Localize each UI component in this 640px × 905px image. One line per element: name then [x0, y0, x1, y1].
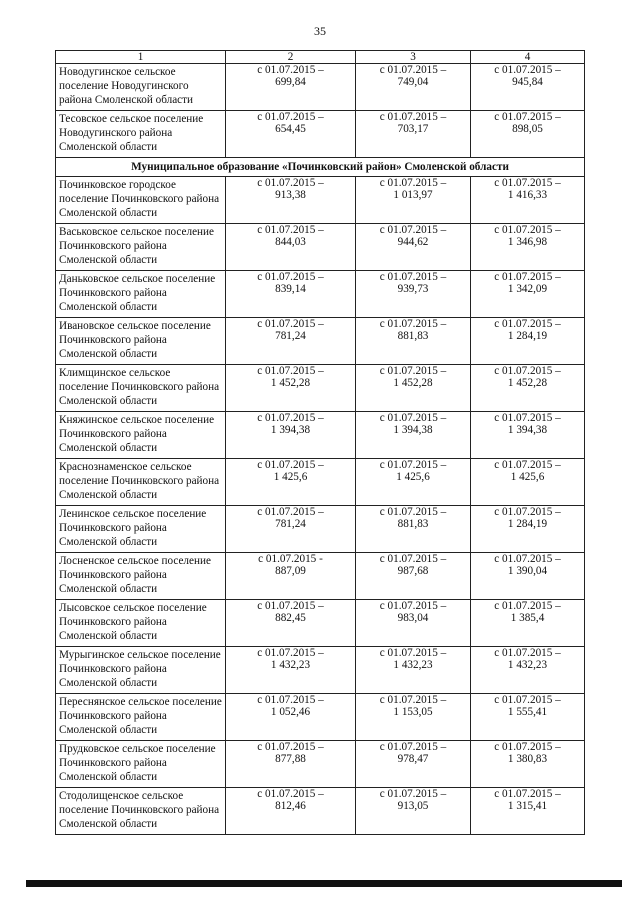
tariff-value: 812,46	[275, 799, 306, 812]
settlement-name: Переснянское сельское поселение Починковского района Смоленской области	[56, 694, 226, 741]
tariff-value: 1 452,28	[507, 376, 548, 389]
tariff-cell	[226, 741, 356, 788]
tariff-value: 839,14	[275, 282, 306, 295]
tariff-cell	[471, 177, 585, 224]
tariff-date: с 01.07.2015 –	[494, 506, 561, 518]
tariff-date: с 01.07.2015 –	[494, 412, 561, 424]
tariff-cell	[356, 224, 471, 271]
tariff-cell	[471, 412, 585, 459]
tariff-cell	[356, 741, 471, 788]
tariff-date: с 01.07.2015 –	[494, 318, 561, 330]
tariff-value: 1 342,09	[507, 282, 548, 295]
tariff-date: с 01.07.2015 -	[258, 553, 323, 565]
table-row	[56, 553, 585, 600]
table-row	[56, 741, 585, 788]
tariff-cell	[471, 224, 585, 271]
tariff-value: 1 385,4	[510, 611, 545, 624]
tariff-cell	[471, 111, 585, 158]
tariff-date: с 01.07.2015 –	[494, 647, 561, 659]
tariff-value: 887,09	[275, 564, 306, 577]
tariff-cell	[356, 459, 471, 506]
table-row	[56, 506, 585, 553]
tariff-cell	[226, 788, 356, 835]
tariff-cell	[226, 600, 356, 647]
header-row	[56, 51, 585, 64]
tariff-cell	[471, 459, 585, 506]
tariff-date: с 01.07.2015 –	[379, 64, 447, 76]
tariff-cell	[226, 694, 356, 741]
tariff-date: с 01.07.2015 –	[257, 694, 324, 706]
table-header	[56, 51, 585, 64]
settlement-name: Тесовское сельское поселение Новодугинского района Смоленской области	[56, 111, 226, 158]
tariff-value: 781,24	[275, 329, 306, 342]
tariff-value: 944,62	[397, 235, 429, 248]
tariff-date: с 01.07.2015 –	[379, 788, 447, 800]
column-header: 2	[226, 51, 356, 64]
settlement-name: Лосненское сельское поселение Починковского района Смоленской области	[56, 553, 226, 600]
tariff-date: с 01.07.2015 –	[379, 741, 447, 753]
tariff-date: с 01.07.2015 –	[257, 788, 324, 800]
tariff-value: 1 390,04	[507, 564, 548, 577]
table-body	[56, 64, 585, 835]
tariff-cell	[226, 111, 356, 158]
tariff-cell	[471, 365, 585, 412]
page-number: 35	[314, 24, 326, 38]
tariff-value: 945,84	[512, 75, 543, 88]
tariff-date: с 01.07.2015 –	[494, 741, 561, 753]
settlement-name: Ивановское сельское поселение Починковского района Смоленской области	[56, 318, 226, 365]
tariff-value: 898,05	[512, 122, 543, 135]
tariff-date: с 01.07.2015 –	[379, 224, 447, 236]
tariff-date: с 01.07.2015 –	[379, 177, 447, 189]
tariff-date: с 01.07.2015 –	[494, 365, 561, 377]
tariff-date: с 01.07.2015 –	[257, 318, 324, 330]
tariff-value: 1 432,23	[507, 658, 548, 671]
tariff-cell	[226, 459, 356, 506]
table-row	[56, 365, 585, 412]
tariff-date: с 01.07.2015 –	[494, 694, 561, 706]
column-header: 1	[56, 51, 226, 64]
tariff-date: с 01.07.2015 –	[257, 177, 324, 189]
table-row	[56, 271, 585, 318]
tariff-cell	[471, 318, 585, 365]
tariff-cell	[471, 741, 585, 788]
tariff-value: 1 315,41	[507, 799, 548, 812]
tariff-cell	[471, 694, 585, 741]
tariff-value: 881,83	[397, 329, 429, 342]
tariff-date: с 01.07.2015 –	[494, 64, 561, 76]
tariff-date: с 01.07.2015 –	[257, 506, 324, 518]
tariff-cell	[356, 365, 471, 412]
tariff-date: с 01.07.2015 –	[379, 600, 447, 612]
tariff-date: с 01.07.2015 –	[257, 600, 324, 612]
table-row	[56, 224, 585, 271]
table-row	[56, 459, 585, 506]
tariff-date: с 01.07.2015 –	[379, 506, 447, 518]
tariff-date: с 01.07.2015 –	[257, 111, 324, 123]
table-row	[56, 647, 585, 694]
tariff-value: 939,73	[397, 282, 429, 295]
tariff-value: 1 013,97	[393, 188, 433, 201]
tariff-date: с 01.07.2015 –	[257, 365, 324, 377]
tariff-cell	[471, 64, 585, 111]
tariff-table	[55, 50, 585, 835]
tariff-date: с 01.07.2015 –	[379, 412, 447, 424]
tariff-cell	[356, 788, 471, 835]
tariff-cell	[471, 788, 585, 835]
section-row	[56, 158, 585, 177]
tariff-value: 987,68	[397, 564, 429, 577]
table-row	[56, 600, 585, 647]
settlement-name: Климщинское сельское поселение Починковского района Смоленской области	[56, 365, 226, 412]
tariff-value: 1 284,19	[507, 517, 548, 530]
settlement-name: Княжинское сельское поселение Починковского района Смоленской области	[56, 412, 226, 459]
tariff-cell	[356, 600, 471, 647]
tariff-cell	[226, 177, 356, 224]
tariff-cell	[226, 224, 356, 271]
tariff-cell	[356, 412, 471, 459]
table-row	[56, 111, 585, 158]
tariff-cell	[356, 506, 471, 553]
tariff-date: с 01.07.2015 –	[494, 553, 561, 565]
tariff-value: 1 153,05	[393, 705, 433, 718]
tariff-date: с 01.07.2015 –	[379, 365, 447, 377]
tariff-value: 1 425,6	[396, 470, 430, 483]
tariff-cell	[226, 318, 356, 365]
tariff-cell	[471, 647, 585, 694]
settlement-name: Даньковское сельское поселение Починковского района Смоленской области	[56, 271, 226, 318]
tariff-value: 1 425,6	[273, 470, 308, 483]
tariff-cell	[226, 412, 356, 459]
tariff-date: с 01.07.2015 –	[257, 647, 324, 659]
tariff-cell	[356, 647, 471, 694]
tariff-value: 913,38	[275, 188, 306, 201]
table-row	[56, 412, 585, 459]
tariff-cell	[471, 553, 585, 600]
tariff-value: 1 346,98	[507, 235, 548, 248]
table-row	[56, 318, 585, 365]
table-row	[56, 694, 585, 741]
tariff-value: 654,45	[275, 122, 306, 135]
tariff-cell	[356, 553, 471, 600]
settlement-name: Краснознаменское сельское поселение Починковского района Смоленской области	[56, 459, 226, 506]
tariff-date: с 01.07.2015 –	[379, 459, 447, 471]
tariff-cell	[471, 506, 585, 553]
tariff-value: 844,03	[275, 235, 306, 248]
tariff-cell	[356, 694, 471, 741]
tariff-value: 1 052,46	[270, 705, 311, 718]
tariff-value: 877,88	[275, 752, 306, 765]
tariff-date: с 01.07.2015 –	[257, 741, 324, 753]
tariff-cell	[471, 271, 585, 318]
tariff-cell	[226, 506, 356, 553]
tariff-date: с 01.07.2015 –	[257, 224, 324, 236]
settlement-name: Новодугинское сельское поселение Новодугинского района Смоленской области	[56, 64, 226, 111]
column-header: 3	[356, 51, 471, 64]
tariff-date: с 01.07.2015 –	[494, 111, 561, 123]
tariff-cell	[356, 111, 471, 158]
tariff-date: с 01.07.2015 –	[257, 412, 324, 424]
tariff-cell	[471, 600, 585, 647]
tariff-date: с 01.07.2015 –	[494, 459, 561, 471]
tariff-value: 1 284,19	[507, 329, 548, 342]
tariff-date: с 01.07.2015 –	[257, 459, 324, 471]
tariff-date: с 01.07.2015 –	[379, 553, 447, 565]
tariff-value: 699,84	[275, 75, 306, 88]
bottom-border-rule	[26, 880, 622, 887]
settlement-name: Лысовское сельское поселение Починковского района Смоленской области	[56, 600, 226, 647]
tariff-date: с 01.07.2015 –	[494, 271, 561, 283]
tariff-cell	[356, 271, 471, 318]
tariff-date: с 01.07.2015 –	[257, 64, 324, 76]
tariff-value: 881,83	[397, 517, 429, 530]
settlement-name: Ленинское сельское поселение Починковского района Смоленской области	[56, 506, 226, 553]
settlement-name: Прудковское сельское поселение Починковского района Смоленской области	[56, 741, 226, 788]
tariff-value: 1 380,83	[507, 752, 548, 765]
tariff-date: с 01.07.2015 –	[494, 177, 561, 189]
column-header: 4	[471, 51, 585, 64]
table-row	[56, 788, 585, 835]
tariff-value: 1 432,23	[270, 658, 311, 671]
tariff-value: 882,45	[275, 611, 306, 624]
settlement-name: Васьковское сельское поселение Починковского района Смоленской области	[56, 224, 226, 271]
tariff-cell	[356, 177, 471, 224]
tariff-value: 1 432,23	[393, 658, 433, 671]
tariff-value: 1 394,38	[270, 423, 311, 436]
tariff-date: с 01.07.2015 –	[494, 224, 561, 236]
tariff-value: 703,17	[397, 122, 429, 135]
tariff-value: 1 452,28	[270, 376, 311, 389]
tariff-value: 1 425,6	[510, 470, 545, 483]
tariff-value: 1 394,38	[393, 423, 433, 436]
tariff-date: с 01.07.2015 –	[379, 111, 447, 123]
table-row	[56, 177, 585, 224]
tariff-cell	[226, 365, 356, 412]
tariff-cell	[356, 64, 471, 111]
section-title: Муниципальное образование «Починковский район» Смоленской области	[56, 158, 585, 177]
tariff-value: 749,04	[397, 75, 429, 88]
tariff-cell	[226, 553, 356, 600]
tariff-date: с 01.07.2015 –	[379, 318, 447, 330]
settlement-name: Починковское городское поселение Починковского района Смоленской области	[56, 177, 226, 224]
tariff-date: с 01.07.2015 –	[494, 600, 561, 612]
tariff-value: 1 394,38	[507, 423, 548, 436]
tariff-value: 1 555,41	[507, 705, 548, 718]
settlement-name: Мурыгинское сельское поселение Починковского района Смоленской области	[56, 647, 226, 694]
tariff-value: 978,47	[397, 752, 429, 765]
settlement-name: Стодолищенское сельское поселение Починковского района Смоленской области	[56, 788, 226, 835]
tariff-cell	[226, 64, 356, 111]
tariff-date: с 01.07.2015 –	[257, 271, 324, 283]
tariff-date: с 01.07.2015 –	[494, 788, 561, 800]
tariff-date: с 01.07.2015 –	[379, 694, 447, 706]
tariff-value: 1 452,28	[393, 376, 433, 389]
tariff-date: с 01.07.2015 –	[379, 271, 447, 283]
tariff-cell	[356, 318, 471, 365]
table-row	[56, 64, 585, 111]
tariff-date: с 01.07.2015 –	[379, 647, 447, 659]
tariff-cell	[226, 647, 356, 694]
tariff-value: 781,24	[275, 517, 306, 530]
tariff-value: 1 416,33	[507, 188, 548, 201]
tariff-value: 983,04	[397, 611, 429, 624]
tariff-value: 913,05	[397, 799, 429, 812]
tariff-cell	[226, 271, 356, 318]
